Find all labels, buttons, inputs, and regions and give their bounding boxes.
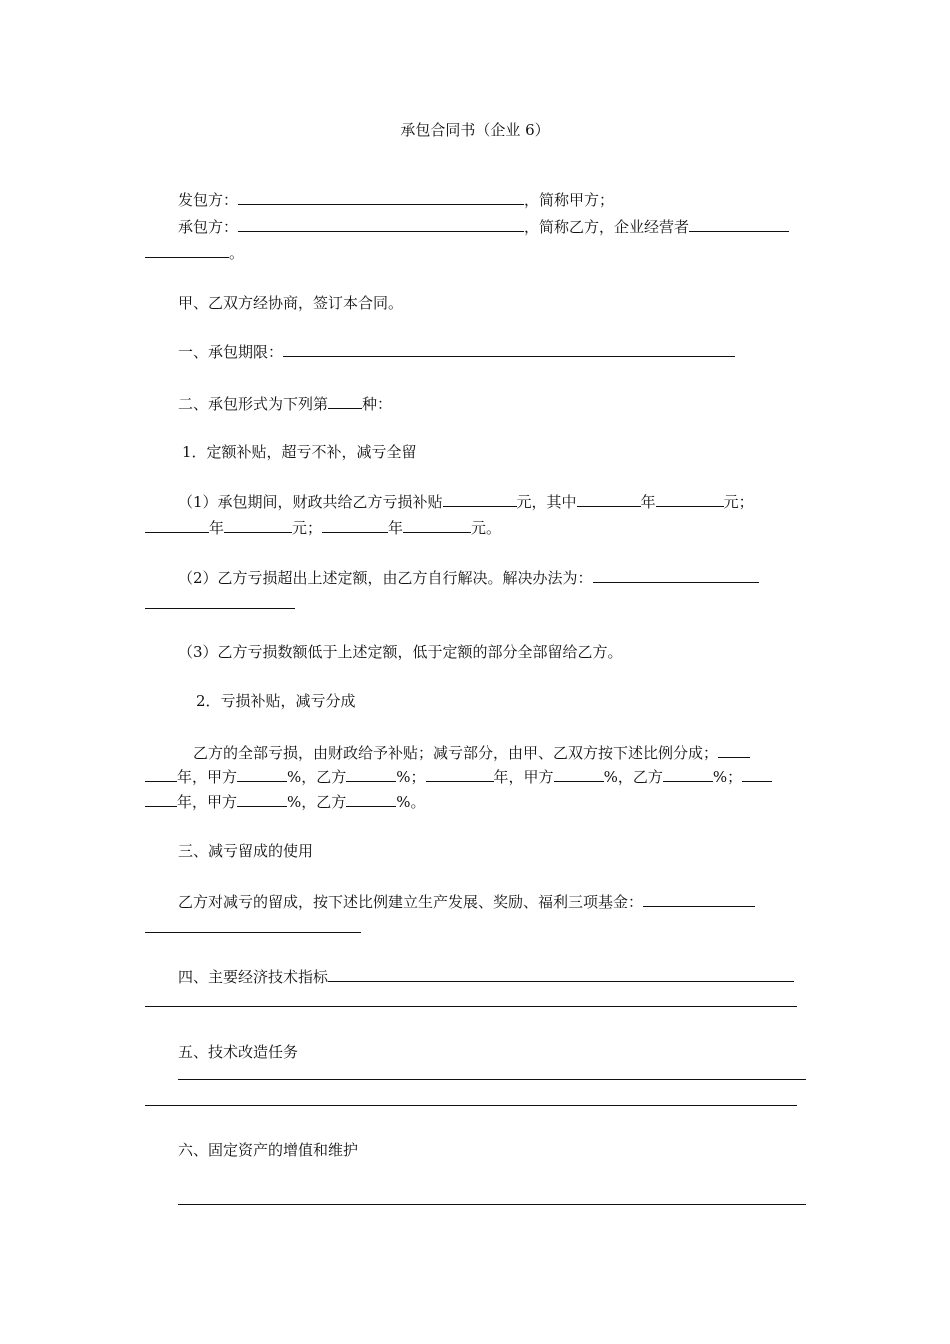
section6-heading: 六、固定资产的增值和维护: [178, 1141, 359, 1159]
pct-yi-1: %，乙方: [287, 768, 347, 786]
amount-blank-3[interactable]: [403, 518, 471, 533]
document-title: 承包合同书（企业 6）: [400, 121, 550, 139]
form-choice-blank[interactable]: [328, 394, 362, 409]
share-year-blank-3-cont[interactable]: [145, 792, 177, 807]
indicators-rule[interactable]: [145, 1006, 797, 1007]
option2-heading: 2．亏损补贴，减亏分成: [196, 692, 356, 710]
option2-line1: [193, 743, 750, 763]
contractor-suffix: ，简称乙方，企业经营者: [524, 218, 690, 236]
section4-line: [178, 967, 794, 987]
section2-line: [178, 394, 392, 414]
amount-blank-2[interactable]: [224, 518, 292, 533]
option1-p2-cont: [145, 594, 295, 614]
renovation-rule-2[interactable]: [145, 1105, 797, 1106]
year-jia-3: 年，甲方: [177, 793, 238, 811]
term-blank[interactable]: [283, 342, 735, 357]
yi-pct-blank-3[interactable]: [346, 792, 396, 807]
employer-label: 发包方：: [178, 191, 239, 209]
contractor-blank[interactable]: [238, 217, 524, 232]
section5-heading: 五、技术改造任务: [178, 1043, 299, 1061]
section2-pre: 二、承包形式为下列第: [178, 395, 329, 413]
pct-yi-3: %，乙方: [287, 793, 347, 811]
section3-text-line: [178, 892, 755, 912]
pct-period: %。: [396, 793, 426, 811]
section3-heading: 三、减亏留成的使用: [178, 842, 314, 860]
option1-p3: （3）乙方亏损数额低于上述定额，低于定额的部分全部留给乙方。: [178, 643, 623, 661]
pct-yi-2: %，乙方: [603, 768, 663, 786]
manager-blank-cont[interactable]: [145, 243, 229, 258]
option1-p1-text: （1）承包期间，财政共给乙方亏损补贴: [178, 493, 443, 511]
employer-suffix: ，简称甲方；: [524, 191, 615, 209]
manager-blank[interactable]: [689, 217, 789, 232]
manager-line-cont: [145, 243, 244, 263]
unit-yuan-period: 元。: [471, 519, 502, 537]
pct-semicolon-1: %；: [396, 768, 426, 786]
employer-blank[interactable]: [238, 190, 524, 205]
fund-blank-cont[interactable]: [145, 918, 361, 933]
unit-yuan-semicolon-1: 元；: [723, 493, 754, 511]
year-blank-2[interactable]: [145, 518, 209, 533]
subsidy-total-blank[interactable]: [443, 492, 517, 507]
year-blank-1[interactable]: [577, 492, 641, 507]
solution-blank-cont[interactable]: [145, 594, 295, 609]
share-year-blank-1-cont[interactable]: [145, 767, 177, 782]
renovation-rule-1[interactable]: [178, 1079, 806, 1080]
option1-p1-cont: [145, 518, 501, 538]
share-year-blank-3[interactable]: [742, 767, 772, 782]
section3-text: 乙方对减亏的留成，按下述比例建立生产发展、奖励、福利三项基金：: [178, 893, 644, 911]
option1-heading: 1．定额补贴，超亏不补，减亏全留: [182, 443, 417, 461]
year-jia-1: 年，甲方: [177, 768, 238, 786]
option2-line1-text: 乙方的全部亏损，由财政给予补贴；减亏部分，由甲、乙双方按下述比例分成；: [193, 744, 719, 762]
option1-p2-text: （2）乙方亏损超出上述定额，由乙方自行解决。解决办法为：: [178, 569, 593, 587]
option1-p1: [178, 492, 754, 512]
jia-pct-blank-1[interactable]: [237, 767, 287, 782]
unit-yuan-comma: 元，其中: [516, 493, 577, 511]
assets-rule[interactable]: [178, 1204, 806, 1205]
section2-post: 种：: [362, 395, 393, 413]
yi-pct-blank-2[interactable]: [663, 767, 713, 782]
year-jia-2: 年，甲方: [493, 768, 554, 786]
option2-line3: [145, 792, 426, 812]
solution-blank[interactable]: [593, 568, 759, 583]
share-year-blank-1[interactable]: [718, 743, 750, 758]
intro-text: 甲、乙双方经协商，签订本合同。: [178, 294, 404, 312]
contractor-line: [178, 217, 789, 237]
fund-blank[interactable]: [643, 892, 755, 907]
pct-semicolon-2: %；: [712, 768, 743, 786]
option2-line2: [145, 767, 772, 787]
section4-label: 四、主要经济技术指标: [178, 968, 329, 986]
employer-line: [178, 190, 614, 210]
jia-pct-blank-2[interactable]: [554, 767, 604, 782]
section3-cont: [145, 918, 361, 938]
unit-year-1: 年: [640, 493, 656, 511]
section1-label: 一、承包期限：: [178, 343, 284, 361]
unit-year-3: 年: [388, 519, 404, 537]
amount-blank-1[interactable]: [656, 492, 724, 507]
end-mark: 。: [229, 244, 245, 262]
indicators-blank[interactable]: [328, 967, 794, 982]
yi-pct-blank-1[interactable]: [346, 767, 396, 782]
year-blank-3[interactable]: [322, 518, 388, 533]
option1-p2: [178, 568, 759, 588]
share-year-blank-2[interactable]: [426, 767, 494, 782]
unit-year-2: 年: [209, 519, 225, 537]
unit-yuan-semicolon-2: 元；: [292, 519, 323, 537]
section1-line: [178, 342, 735, 362]
contractor-label: 承包方：: [178, 218, 239, 236]
jia-pct-blank-3[interactable]: [237, 792, 287, 807]
